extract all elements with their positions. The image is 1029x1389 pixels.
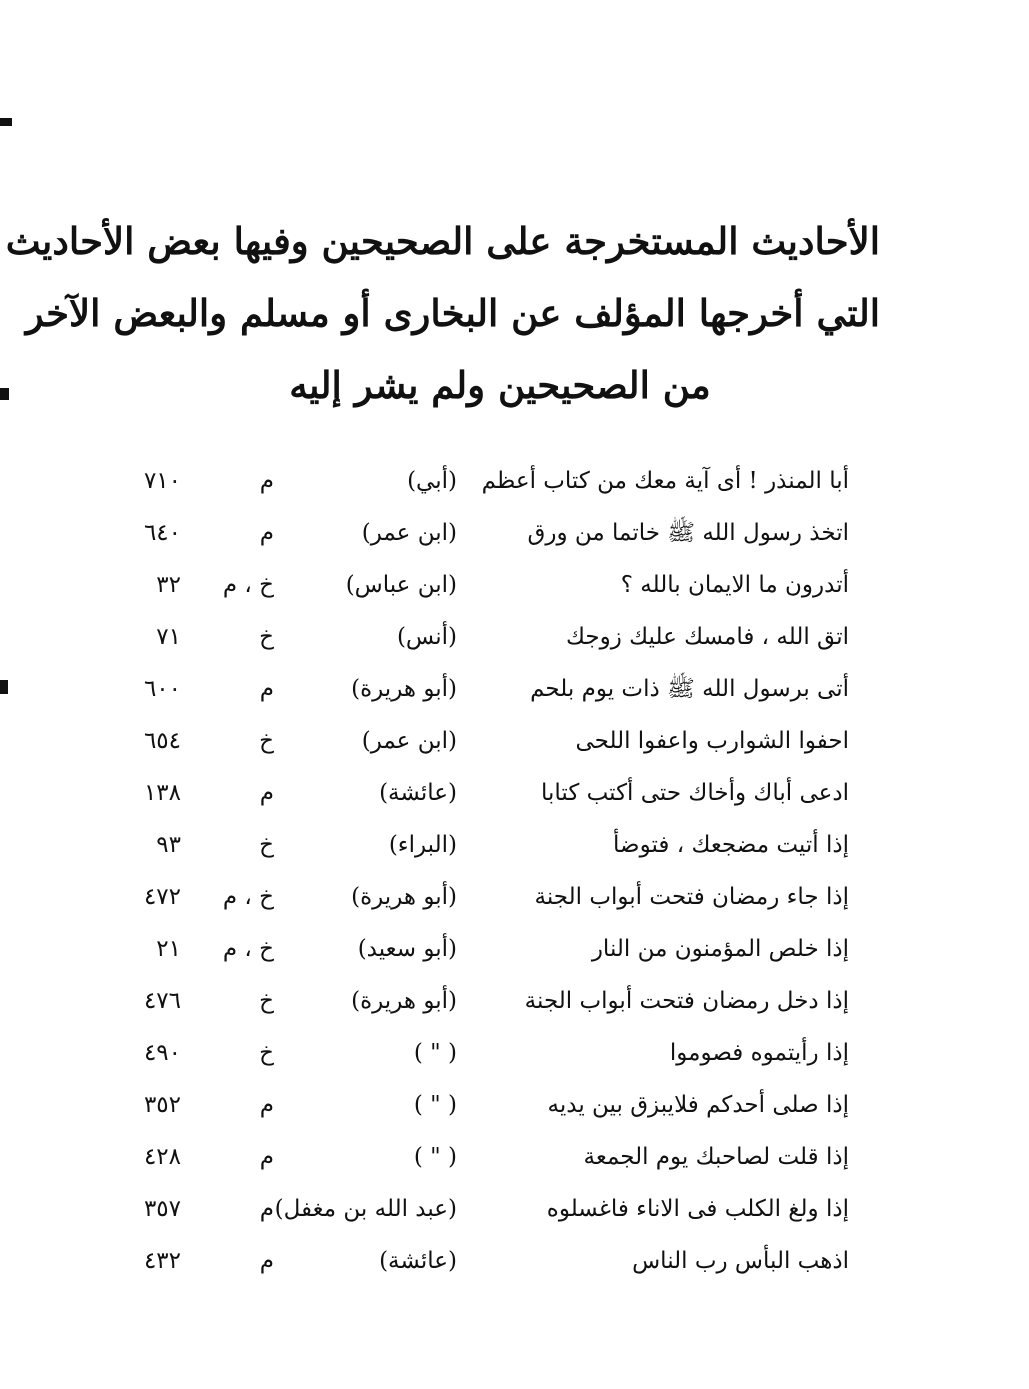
page-number: ٣٥٢: [143, 1092, 181, 1118]
narrator: (عائشة): [379, 780, 457, 806]
narrator: (ابن عمر): [361, 728, 457, 754]
narrator: (ابن عمر): [361, 520, 457, 546]
hadith-text: إذا رأيتموه فصوموا: [669, 1040, 849, 1066]
title-line-2: التي أخرجها المؤلف عن البخارى أو مسلم والبعض الآخر: [25, 291, 880, 335]
hadith-text: أتدرون ما الايمان بالله ؟: [620, 572, 849, 598]
page-number: ٤٧٦: [143, 988, 181, 1014]
source-code: خ: [259, 988, 274, 1014]
page-number: ٣٢: [156, 572, 181, 598]
table-row: [0, 978, 1029, 1030]
source-code: خ ، م: [222, 884, 274, 910]
hadith-text: إذا صلى أحدكم فلايبزق بين يديه: [547, 1092, 849, 1118]
table-row: [0, 1134, 1029, 1186]
source-code: م: [259, 520, 274, 546]
table-row: [0, 562, 1029, 614]
narrator: (أبو هريرة): [351, 676, 457, 702]
page-title: [5, 205, 880, 421]
narrator: (أبي): [407, 468, 457, 494]
narrator: (ابن عباس): [345, 572, 457, 598]
narrator: (أنس): [396, 624, 457, 650]
table-row: [0, 770, 1029, 822]
narrator: (البراء): [388, 832, 457, 858]
source-code: خ ، م: [222, 572, 274, 598]
source-code: خ ، م: [222, 936, 274, 962]
narrator: ( " ): [413, 1144, 457, 1170]
page-number: ٢١: [156, 936, 181, 962]
scan-mark: [0, 388, 9, 400]
table-row: [0, 874, 1029, 926]
table-row: [0, 666, 1029, 718]
narrator: (أبو هريرة): [351, 884, 457, 910]
narrator: (أبو هريرة): [351, 988, 457, 1014]
hadith-text: ادعى أباك وأخاك حتى أكتب كتابا: [540, 780, 849, 806]
source-code: م: [259, 676, 274, 702]
page-number: ٦٤٠: [143, 520, 181, 546]
hadith-text: إذا خلص المؤمنون من النار: [591, 936, 849, 962]
hadith-text: احفوا الشوارب واعفوا اللحى: [575, 728, 849, 754]
source-code: م: [259, 1092, 274, 1118]
table-row: [0, 1030, 1029, 1082]
page-number: ٦٠٠: [143, 676, 181, 702]
page-number: ٦٥٤: [143, 728, 181, 754]
hadith-text: إذا قلت لصاحبك يوم الجمعة: [583, 1144, 849, 1170]
hadith-text: أبا المنذر ! أى آية معك من كتاب أعظم: [481, 468, 849, 494]
source-code: م: [259, 1144, 274, 1170]
source-code: خ: [259, 1040, 274, 1066]
scan-mark: [0, 118, 12, 126]
table-row: [0, 1186, 1029, 1238]
source-code: م: [259, 1248, 274, 1274]
page-number: ١٣٨: [143, 780, 181, 806]
page-number: ٤٩٠: [143, 1040, 181, 1066]
table-row: [0, 510, 1029, 562]
source-code: م: [259, 1196, 274, 1222]
page-number: ٩٣: [156, 832, 181, 858]
hadith-text: إذا جاء رمضان فتحت أبواب الجنة: [534, 884, 849, 910]
table-row: [0, 926, 1029, 978]
page-number: ٧١: [156, 624, 181, 650]
table-row: [0, 1082, 1029, 1134]
table-row: [0, 718, 1029, 770]
source-code: م: [259, 780, 274, 806]
narrator: (عبد الله بن مغفل): [274, 1196, 457, 1222]
title-line-1: الأحاديث المستخرجة على الصحيحين وفيها بعض الأحاديث: [5, 219, 880, 263]
table-row: [0, 614, 1029, 666]
source-code: خ: [259, 728, 274, 754]
narrator: (عائشة): [379, 1248, 457, 1274]
page-number: ٤٧٢: [143, 884, 181, 910]
table-row: [0, 822, 1029, 874]
page-number: ٤٢٨: [143, 1144, 181, 1170]
page-number: ٧١٠: [143, 468, 181, 494]
narrator: ( " ): [413, 1040, 457, 1066]
hadith-text: إذا دخل رمضان فتحت أبواب الجنة: [524, 988, 849, 1014]
source-code: خ: [259, 624, 274, 650]
table-row: [0, 458, 1029, 510]
page-number: ٣٥٧: [143, 1196, 181, 1222]
hadith-text: أتى برسول الله ﷺ ذات يوم بلحم: [530, 676, 849, 702]
table-row: [0, 1238, 1029, 1290]
hadith-text: اتخذ رسول الله ﷺ خاتما من ورق: [527, 520, 849, 546]
hadith-text: اتق الله ، فامسك عليك زوجك: [566, 624, 849, 650]
source-code: خ: [259, 832, 274, 858]
narrator: (أبو سعيد): [357, 936, 457, 962]
source-code: م: [259, 468, 274, 494]
title-line-3: من الصحيحين ولم يشر إليه: [289, 363, 711, 407]
hadith-text: إذا ولغ الكلب فى الاناء فاغسلوه: [546, 1196, 849, 1222]
narrator: ( " ): [413, 1092, 457, 1118]
hadith-text: إذا أتيت مضجعك ، فتوضأ: [613, 832, 849, 858]
page-number: ٤٣٢: [143, 1248, 181, 1274]
hadith-text: اذهب البأس رب الناس: [632, 1248, 849, 1274]
